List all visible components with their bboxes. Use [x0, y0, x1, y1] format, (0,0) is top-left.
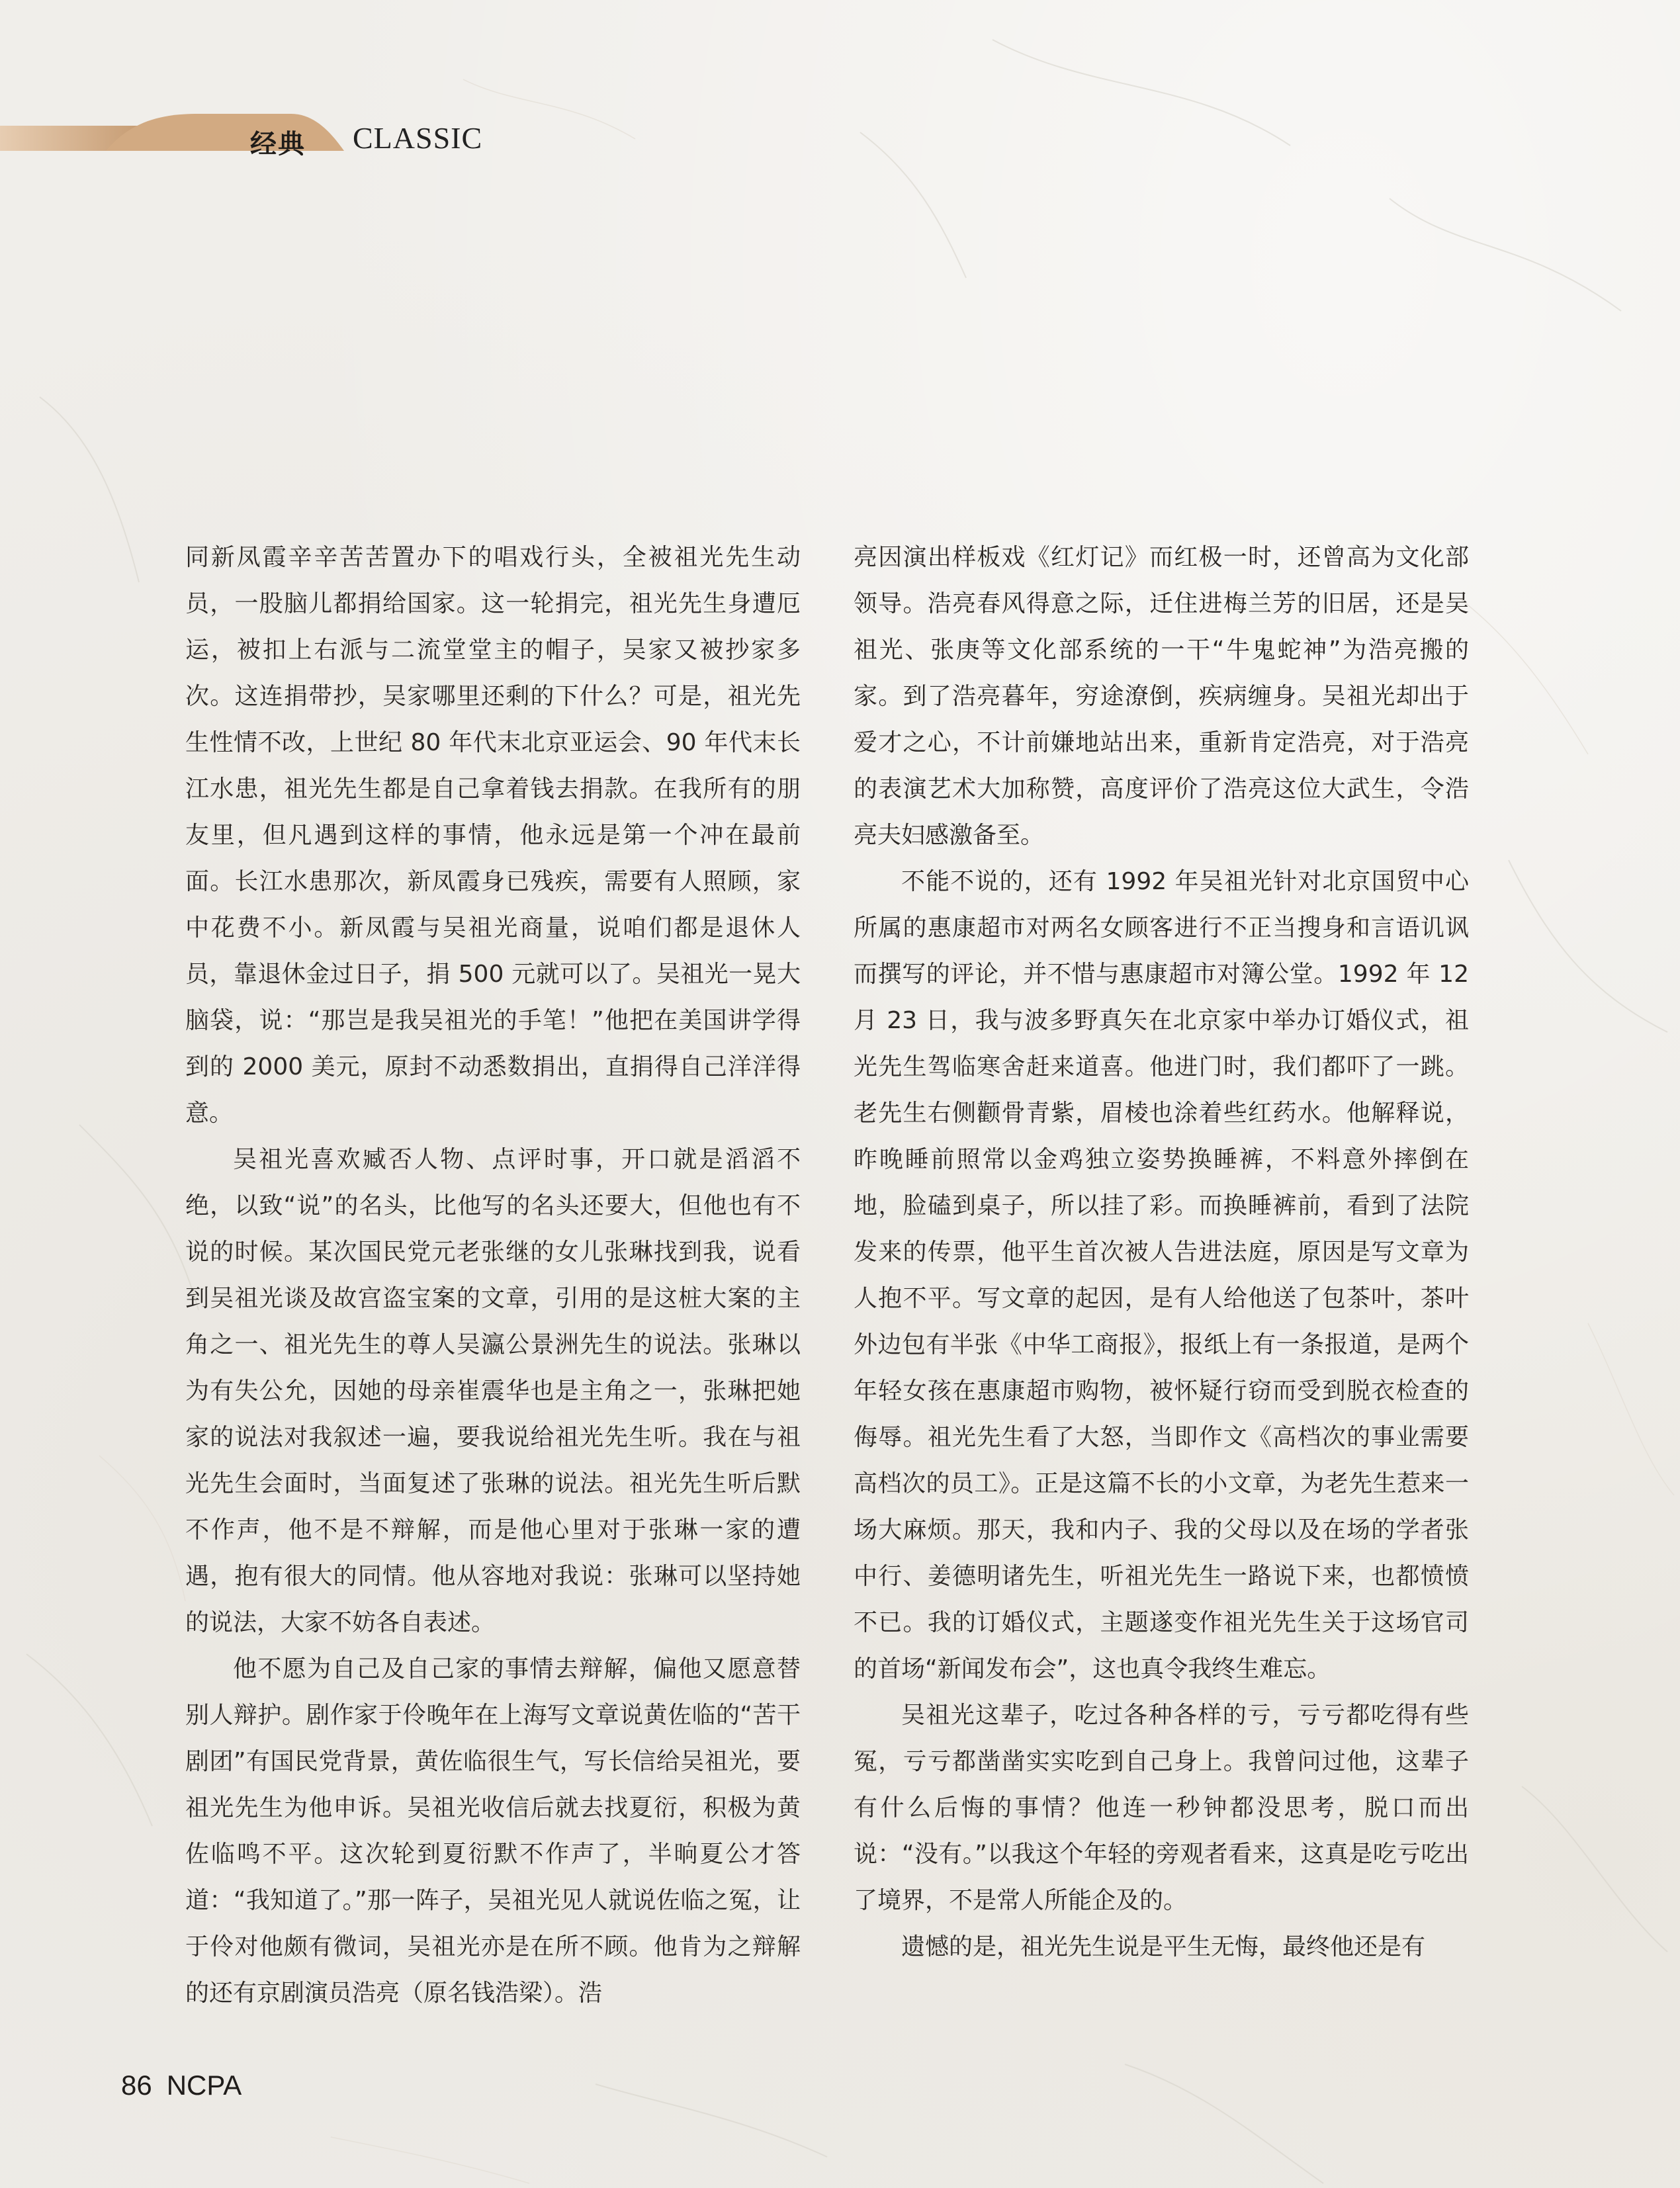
paragraph: 吴祖光这辈子，吃过各种各样的亏，亏亏都吃得有些冤，亏亏都凿凿实实吃到自己身上。我曾问过他，这辈子有什么后悔的事情？他连一秒钟都没思考，脱口而出说：“没有。”以我这个年轻的旁观者看来，这真是吃亏吃出了境界，不是常人所能企及的。 — [854, 1702, 1469, 1914]
paragraph: 遗憾的是，祖光先生说是平生无悔，最终他还是有 — [901, 1933, 1426, 1960]
page-footer — [121, 2070, 256, 2101]
paragraph: 亮因演出样板戏《红灯记》而红极一时，还曾高为文化部领导。浩亮春风得意之际，迁住进梅兰芳的旧居，还是吴祖光、张庚等文化部系统的一干“牛鬼蛇神”为浩亮搬的家。到了浩亮暮年，穷途潦倒，疾病缠身。吴祖光却出于爱才之心，不计前嫌地站出来，重新肯定浩亮，对于浩亮的表演艺术大加称赞，高度评价了浩亮这位大武生，令浩亮夫妇感激备至。 — [854, 544, 1469, 849]
magazine-name: NCPA — [166, 2070, 242, 2101]
paragraph: 吴祖光喜欢臧否人物、点评时事，开口就是滔滔不绝，以致“说”的名头，比他写的名头还要大，但他也有不说的时候。某次国民党元老张继的女儿张琳找到我，说看到吴祖光谈及故宫盗宝案的文章，引用的是这桩大案的主角之一、祖光先生的尊人吴瀛公景洲先生的说法。张琳以为有失公允，因她的母亲崔震华也是主角之一，张琳把她家的说法对我叙述一遍，要我说给祖光先生听。我在与祖光先生会面时，当面复述了张琳的说法。祖光先生听后默不作声，他不是不辩解，而是他心里对于张琳一家的遭遇，抱有很大的同情。他从容地对我说：张琳可以坚持她的说法，大家不妨各自表述。 — [185, 1146, 801, 1636]
section-title-cn: 经典 — [250, 129, 306, 159]
section-header — [0, 106, 596, 179]
paragraph: 同新凤霞辛辛苦苦置办下的唱戏行头，全被祖光先生动员，一股脑儿都捐给国家。这一轮捐完，祖光先生身遭厄运，被扣上右派与二流堂堂主的帽子，吴家又被抄家多次。这连捐带抄，吴家哪里还剩的下什么？可是，祖光先生性情不改，上世纪 80 年代末北京亚运会、90 年代末长江水患，祖光先生都是自己拿着钱去捐款。在我所有的朋友里，但凡遇到这样的事情，他永远是第一个冲在最前面。长江水患那次，新凤霞身已残疾，需要有人照顾，家中花费不小。新凤霞与吴祖光商量，说咱们都是退休人员，靠退休金过日子，捐 500 元就可以了。吴祖光一晃大脑袋，说：“那岂是我吴祖光的手笔！”他把在美国讲学得到的 2000 美元，原封不动悉数捐出，直捐得自己洋洋得意。 — [185, 544, 801, 1127]
paragraph: 他不愿为自己及自己家的事情去辩解，偏他又愿意替别人辩护。剧作家于伶晚年在上海写文章说黄佐临的“苦干剧团”有国民党背景，黄佐临很生气，写长信给吴祖光，要祖光先生为他申诉。吴祖光收信后就去找夏衍，积极为黄佐临鸣不平。这次轮到夏衍默不作声了，半晌夏公才答道：“我知道了。”那一阵子，吴祖光见人就说佐临之冤，让于伶对他颇有微词，吴祖光亦是在所不顾。他肯为之辩解的还有京剧演员浩亮（原名钱浩梁）。浩 — [185, 1655, 801, 2007]
paragraph: 不能不说的，还有 1992 年吴祖光针对北京国贸中心所属的惠康超市对两名女顾客进行不正当搜身和言语讥讽而撰写的评论，并不惜与惠康超市对簿公堂。1992 年 12 月 23 日，我与波多野真矢在北京家中举办订婚仪式，祖光先生驾临寒舍赶来道喜。他进门时，我们都吓了一跳。老先生右侧颧骨青紫，眉棱也涂着些红药水。他解释说，昨晚睡前照常以金鸡独立姿势换睡裤，不料意外摔倒在地，脸磕到桌子，所以挂了彩。而换睡裤前，看到了法院发来的传票，他平生首次被人告进法庭，原因是写文章为人抱不平。写文章的起因，是有人给他送了包茶叶，茶叶外边包有半张《中华工商报》，报纸上有一条报道，是两个年轻女孩在惠康超市购物，被怀疑行窃而受到脱衣检查的侮辱。祖光先生看了大怒，当即作文《高档次的事业需要高档次的员工》。正是这篇不长的小文章，为老先生惹来一场大麻烦。那天，我和内子、我的父母以及在场的学者张中行、姜德明诸先生，听祖光先生一路说下来，也都愤愤不已。我的订婚仪式，主题遂变作祖光先生关于这场官司的首场“新闻发布会”，这也真令我终生难忘。 — [854, 868, 1469, 1683]
article-column-left — [185, 535, 801, 2017]
article-column-right — [854, 535, 1469, 1970]
page-number: 86 — [121, 2070, 152, 2101]
section-title-en: CLASSIC — [353, 121, 483, 155]
